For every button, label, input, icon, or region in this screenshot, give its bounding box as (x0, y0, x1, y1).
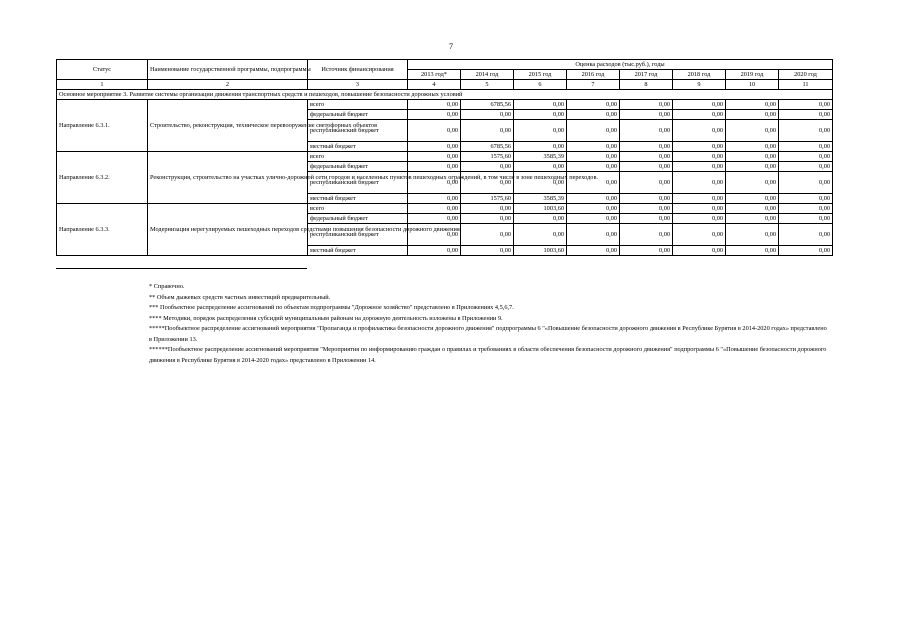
value-cell: 0,00 (673, 172, 726, 194)
value-cell: 3585,39 (514, 152, 567, 162)
value-cell: 0,00 (726, 194, 779, 204)
value-cell: 0,00 (567, 100, 620, 110)
value-cell: 0,00 (620, 152, 673, 162)
column-number: 10 (726, 80, 779, 90)
funding-source: федеральный бюджет (308, 162, 408, 172)
value-cell: 0,00 (726, 204, 779, 214)
value-cell: 0,00 (673, 204, 726, 214)
value-cell: 0,00 (620, 246, 673, 256)
value-cell: 0,00 (673, 224, 726, 246)
value-cell: 0,00 (673, 110, 726, 120)
footnote: *****Пообъектное распределение ассигнований мероприятия "Пропаганда и профилактика безопасности дорожного движения" подпрограммы 6 "«Повышение безопасности дорожного движения в Республике Бурятия в 2014-2020 годах» представлено в Приложении 13. (149, 325, 827, 343)
funding-source: республиканский бюджет (308, 224, 408, 246)
direction-name: Модернизация нерегулируемых пешеходных переходов средствами повышения безопасности дорожного движения (148, 204, 308, 256)
value-cell: 0,00 (514, 214, 567, 224)
value-cell: 0,00 (779, 194, 833, 204)
value-cell: 0,00 (567, 110, 620, 120)
value-cell: 0,00 (726, 100, 779, 110)
value-cell: 0,00 (514, 172, 567, 194)
footnote: **** Методики, порядок распределения субсидий муниципальным районам на дорожную деятельность изложены в Приложении 9. (149, 314, 503, 322)
header-status: Статус (57, 60, 148, 80)
value-cell: 0,00 (567, 194, 620, 204)
footnote-divider (56, 268, 307, 269)
funding-source: местный бюджет (308, 246, 408, 256)
value-cell: 0,00 (461, 120, 514, 142)
column-number: 5 (461, 80, 514, 90)
table-row (57, 152, 833, 162)
header-program-name: Наименование государственной программы, подпрограммы (148, 60, 308, 80)
value-cell: 0,00 (567, 246, 620, 256)
header-year: 2016 год (567, 70, 620, 80)
value-cell: 0,00 (620, 204, 673, 214)
column-number: 1 (57, 80, 148, 90)
value-cell: 0,00 (620, 194, 673, 204)
value-cell: 0,00 (779, 100, 833, 110)
value-cell: 0,00 (408, 110, 461, 120)
value-cell: 0,00 (726, 110, 779, 120)
footnote: *** Пообъектное распределение ассигнований по объектам подпрограммы "Дорожное хозяйство" представлено в Приложениях 4,5,6,7. (149, 304, 514, 311)
value-cell: 0,00 (620, 162, 673, 172)
direction-status: Направление 6.3.1. (57, 100, 148, 152)
footnote: * Справочно. (149, 283, 185, 290)
value-cell: 0,00 (567, 204, 620, 214)
value-cell: 0,00 (673, 162, 726, 172)
funding-source: местный бюджет (308, 194, 408, 204)
value-cell: 3585,39 (514, 194, 567, 204)
value-cell: 0,00 (620, 224, 673, 246)
value-cell: 0,00 (461, 110, 514, 120)
value-cell: 0,00 (673, 214, 726, 224)
value-cell: 0,00 (461, 172, 514, 194)
funding-source: всего (308, 100, 408, 110)
value-cell: 0,00 (461, 204, 514, 214)
value-cell: 0,00 (567, 142, 620, 152)
value-cell: 0,00 (461, 224, 514, 246)
value-cell: 0,00 (514, 142, 567, 152)
value-cell: 0,00 (408, 142, 461, 152)
value-cell: 0,00 (779, 224, 833, 246)
column-number: 2 (148, 80, 308, 90)
funding-source: всего (308, 152, 408, 162)
direction-status: Направление 6.3.3. (57, 204, 148, 256)
value-cell: 0,00 (779, 214, 833, 224)
column-number: 4 (408, 80, 461, 90)
value-cell: 0,00 (726, 214, 779, 224)
value-cell: 0,00 (726, 162, 779, 172)
value-cell: 6785,56 (461, 100, 514, 110)
funding-source: всего (308, 204, 408, 214)
value-cell: 0,00 (408, 100, 461, 110)
value-cell: 0,00 (567, 224, 620, 246)
value-cell: 0,00 (726, 172, 779, 194)
column-number: 3 (308, 80, 408, 90)
value-cell: 0,00 (673, 152, 726, 162)
value-cell: 0,00 (620, 110, 673, 120)
value-cell: 0,00 (620, 142, 673, 152)
column-number: 11 (779, 80, 833, 90)
expense-table (56, 59, 833, 256)
header-year: 2013 год* (408, 70, 461, 80)
value-cell: 0,00 (673, 100, 726, 110)
value-cell: 0,00 (567, 172, 620, 194)
value-cell: 0,00 (620, 100, 673, 110)
value-cell: 0,00 (779, 120, 833, 142)
value-cell: 0,00 (514, 224, 567, 246)
header-year: 2015 год (514, 70, 567, 80)
value-cell: 0,00 (408, 162, 461, 172)
footnote: ******Пообъектное распределение ассигнований мероприятия "Мероприятия по информированию граждан о правилах и требованиях в области обеспечения безопасности дорожного движения" подпрограммы 6 "«Повышение безопасности дорожного движения в Республике Бурятия в 2014-2020 годах» представлено в Приложении 14. (149, 346, 827, 364)
value-cell: 1003,60 (514, 204, 567, 214)
value-cell: 0,00 (461, 162, 514, 172)
value-cell: 0,00 (567, 152, 620, 162)
value-cell: 0,00 (779, 162, 833, 172)
value-cell: 0,00 (726, 152, 779, 162)
header-year: 2019 год (726, 70, 779, 80)
column-number: 6 (514, 80, 567, 90)
value-cell: 1575,60 (461, 152, 514, 162)
directions-body (57, 100, 833, 256)
value-cell: 0,00 (673, 142, 726, 152)
value-cell: 0,00 (779, 152, 833, 162)
page-number: 7 (449, 42, 453, 51)
funding-source: федеральный бюджет (308, 110, 408, 120)
funding-source: местный бюджет (308, 142, 408, 152)
value-cell: 0,00 (408, 204, 461, 214)
value-cell: 0,00 (514, 100, 567, 110)
footnotes (149, 282, 829, 366)
footnote: ** Объем дыжевых средств частных инвестиций предварительный. (149, 293, 331, 301)
value-cell: 0,00 (673, 120, 726, 142)
value-cell: 0,00 (408, 172, 461, 194)
value-cell: 6785,56 (461, 142, 514, 152)
value-cell: 0,00 (726, 142, 779, 152)
value-cell: 0,00 (779, 204, 833, 214)
header-funding-source: Источник финансирования (308, 60, 408, 80)
value-cell: 0,00 (567, 214, 620, 224)
value-cell: 0,00 (779, 172, 833, 194)
value-cell: 0,00 (408, 120, 461, 142)
header-expense-estimate: Оценка расходов (тыс.руб.), годы (408, 60, 833, 70)
header-year: 2018 год (673, 70, 726, 80)
value-cell: 0,00 (408, 246, 461, 256)
header-year: 2017 год (620, 70, 673, 80)
table-row (57, 100, 833, 110)
column-number: 7 (567, 80, 620, 90)
direction-status: Направление 6.3.2. (57, 152, 148, 204)
value-cell: 0,00 (514, 120, 567, 142)
value-cell: 0,00 (514, 110, 567, 120)
header-year: 2014 год (461, 70, 514, 80)
funding-source: федеральный бюджет (308, 214, 408, 224)
value-cell: 0,00 (620, 214, 673, 224)
value-cell: 0,00 (461, 214, 514, 224)
value-cell: 0,00 (673, 194, 726, 204)
direction-name: Строительство, реконструкция, техническое перевооружение светофорных объектов (148, 100, 308, 152)
value-cell: 0,00 (620, 172, 673, 194)
direction-name: Реконструкция, строительство на участках улично-дорожной сети городов и населенных пунктов пешеходных ограждений, в том числе в зоне пешеходных переходов. (148, 152, 308, 204)
column-number: 8 (620, 80, 673, 90)
value-cell: 0,00 (567, 120, 620, 142)
funding-source: республиканский бюджет (308, 172, 408, 194)
value-cell: 0,00 (620, 120, 673, 142)
value-cell: 0,00 (726, 224, 779, 246)
header-year: 2020 год (779, 70, 833, 80)
value-cell: 0,00 (514, 162, 567, 172)
table-row (57, 204, 833, 214)
column-number: 9 (673, 80, 726, 90)
value-cell: 0,00 (779, 110, 833, 120)
value-cell: 0,00 (408, 194, 461, 204)
value-cell: 0,00 (779, 246, 833, 256)
value-cell: 0,00 (726, 246, 779, 256)
value-cell: 0,00 (408, 152, 461, 162)
value-cell: 0,00 (408, 224, 461, 246)
value-cell: 0,00 (673, 246, 726, 256)
value-cell: 1575,60 (461, 194, 514, 204)
value-cell: 0,00 (779, 142, 833, 152)
main-event-row: Основное мероприятие 3. Развитие системы организации движения транспортных средств и пешеходов, повышение безопасности дорожных условий (57, 90, 833, 100)
funding-source: республиканский бюджет (308, 120, 408, 142)
value-cell: 0,00 (408, 214, 461, 224)
value-cell: 0,00 (567, 162, 620, 172)
value-cell: 1003,60 (514, 246, 567, 256)
value-cell: 0,00 (726, 120, 779, 142)
value-cell: 0,00 (461, 246, 514, 256)
